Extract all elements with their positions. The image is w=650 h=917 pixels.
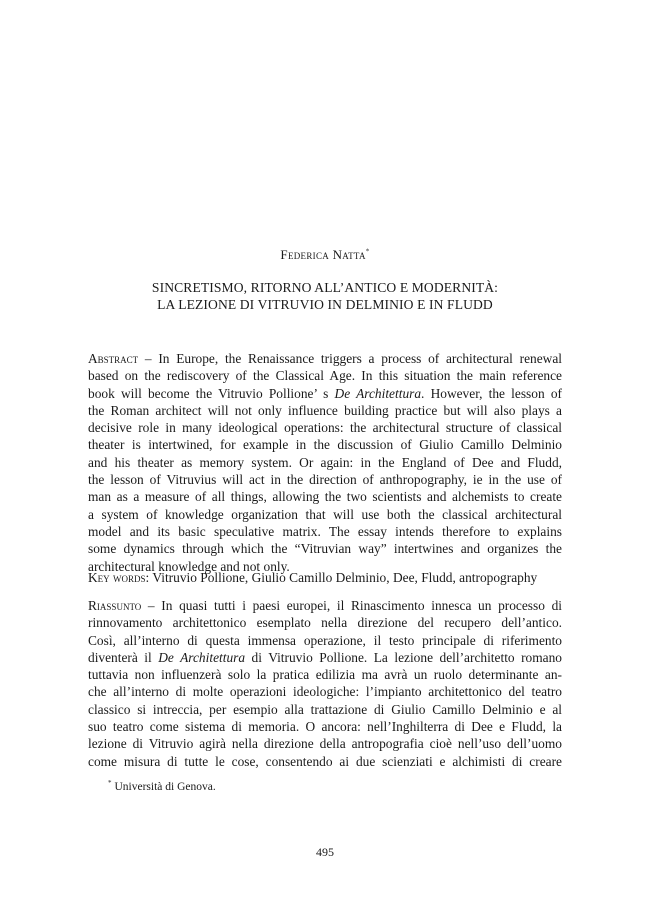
footnote-marker: * [108,779,112,787]
keywords-paragraph [88,569,562,586]
riassunto-work-title: De Architettura [158,649,246,665]
riassunto-line: tuttavia non influenzerà solo la pratica edilizia ma avrà un ruolo determinante an- [88,667,562,683]
riassunto-paragraph [88,597,562,770]
riassunto-line: suo teatro come sistema di memoria. O ancora: nell’Inghilterra di Dee e Fludd, la [88,719,562,735]
abstract-work-title: De Architettura [334,385,422,401]
riassunto-line: rinnovamento architettonico esemplato nella direzione del recupero dell’antico. [88,615,562,631]
abstract-line: decisive role in many ideological operations: the architectural structure of classical [88,420,562,436]
article-title [88,279,562,313]
abstract-paragraph [88,350,562,575]
riassunto-line: Riassunto – In quasi tutti i paesi europei, il Rinascimento innesca un processo di [88,598,562,613]
riassunto-line: diventerà il De Architettura di Vitruvio Pollione. La lezione dell’architetto romano [88,649,562,665]
riassunto-line: classico si intreccia, per esempio alla trattazione di Giulio Camillo Delminio e al [88,701,562,717]
abstract-line: a system of knowledge organization that will use both the classical architectural [88,506,562,522]
riassunto-line: come misura di tutte le cose, consentendo ai due scienziati e alchimisti di creare [88,753,562,769]
abstract-line: Abstract – In Europe, the Renaissance triggers a process of architectural renewal [88,351,562,366]
author-line [0,247,650,263]
abstract-line: the lesson of Vitruvius will act in the direction of anthropography, ie in the use of [88,472,562,488]
keywords-label: Key words [88,570,146,585]
abstract-line: and his theater as memory system. Or again: in the England of Dee and Fludd, [88,454,562,470]
riassunto-line: che all’interno di molte operazioni ideologiche: l’impianto architettonico del teatro [88,684,562,700]
riassunto-line: Così, all’interno di questa immensa operazione, il testo principale di riferimento [88,632,562,648]
abstract-line: model and its basic speculative matrix. The essay intends therefore to explains [88,523,562,539]
author-footnote-marker: * [365,247,370,256]
abstract-line: based on the rediscovery of the Classical Age. In this situation the main reference [88,368,562,384]
author-name: Federica Natta [280,247,366,262]
title-line-1: SINCRETISMO, RITORNO ALL’ANTICO E MODERNITÀ: [151,280,499,295]
abstract-line: theater is intertwined, for example in the discussion of Giulio Camillo Delminio [88,437,562,453]
abstract-line: the Roman architect will not only influence building practice but will also plays a [88,402,562,418]
keywords-text: : Vitruvio Pollione, Giulio Camillo Delminio, Dee, Fludd, antropography [145,570,538,585]
footnote-text: Università di Genova. [114,780,216,793]
riassunto-label: Riassunto [88,598,142,613]
riassunto-line: lezione di Vitruvio agirà nella direzione della antropografia cioè nell’uso dell’uomo [88,736,562,752]
abstract-label: Abstract [88,351,139,366]
page-number: 495 [316,845,334,859]
abstract-line: book will become the Vitruvio Pollione’ s De Architettura. However, the lesson of [88,385,562,401]
footnote [108,779,216,793]
abstract-line: man as a measure of all things, allowing the two scientists and alchemists to create [88,489,562,505]
keywords-line [88,569,562,586]
title-line-2: LA LEZIONE DI VITRUVIO IN DELMINIO E IN FLUDD [157,297,493,312]
abstract-line: some dynamics through which the “Vitruvian way” intertwines and organizes the [88,541,562,557]
abstract-line: architectural knowledge and not only. [88,558,290,574]
